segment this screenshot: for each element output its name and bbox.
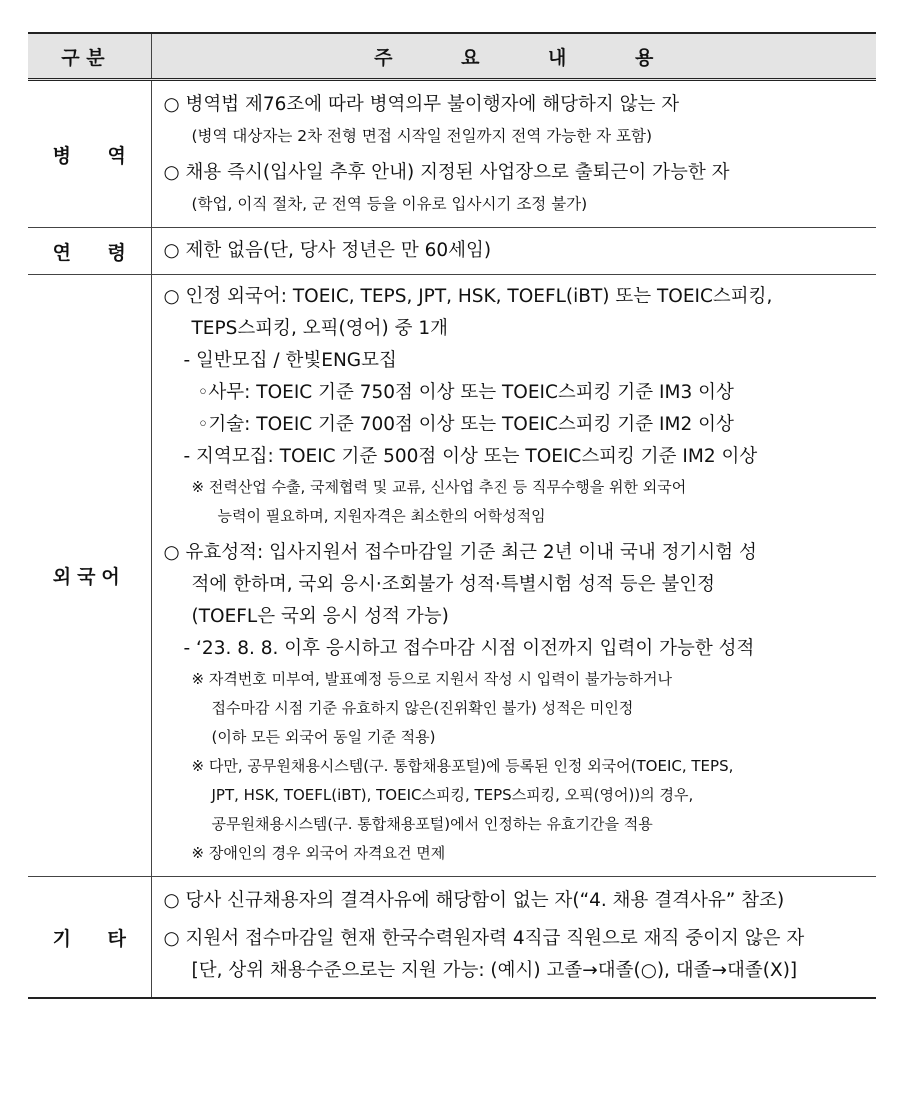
row-foreign-language xyxy=(28,275,876,877)
list-item: TEPS스피킹, 오픽(영어) 중 1개 xyxy=(191,318,448,339)
header-category-text: 구 분 xyxy=(61,46,105,69)
category-military xyxy=(28,80,151,228)
category-foreign-language xyxy=(28,275,151,877)
category-age xyxy=(28,228,151,275)
list-item: ○ 지원서 접수마감일 현재 한국수력원자력 4직급 직원으로 재직 중이지 않은 자 xyxy=(163,928,805,949)
list-item: ○ 채용 즉시(입사일 추후 안내) 지정된 사업장으로 출퇴근이 가능한 자 xyxy=(163,162,730,183)
table-header-row xyxy=(28,33,876,80)
header-category xyxy=(28,33,151,80)
list-item: ◦사무: TOEIC 기준 750점 이상 또는 TOEIC스피킹 기준 IM3 이상 xyxy=(197,382,734,403)
content-other xyxy=(151,877,876,999)
list-item: 접수마감 시점 기준 유효하지 않은(진위확인 불가) 성적은 미인정 xyxy=(211,699,634,717)
list-item: ○ 제한 없음(단, 당사 정년은 만 60세임) xyxy=(163,240,492,261)
list-item: (학업, 이직 절차, 군 전역 등을 이유로 입사시기 조정 불가) xyxy=(191,195,588,213)
qualification-table xyxy=(28,32,876,999)
list-item: ○ 인정 외국어: TOEIC, TEPS, JPT, HSK, TOEFL(iBT) 또는 TOEIC스피킹, xyxy=(163,286,773,307)
list-item: ※ 장애인의 경우 외국어 자격요건 면제 xyxy=(191,844,446,862)
list-item: ○ 병역법 제76조에 따라 병역의무 불이행자에 해당하지 않는 자 xyxy=(163,94,680,115)
list-item: - 지역모집: TOEIC 기준 500점 이상 또는 TOEIC스피킹 기준 IM2 이상 xyxy=(183,446,758,467)
content-age xyxy=(151,228,876,275)
category-foreign-language-text: 외국어 xyxy=(52,566,126,588)
list-item: 공무원채용시스템(구. 통합채용포털)에서 인정하는 유효기간을 적용 xyxy=(211,815,653,833)
list-item: ※ 자격번호 미부여, 발표예정 등으로 지원서 작성 시 입력이 불가능하거나 xyxy=(191,670,672,688)
content-military xyxy=(151,80,876,228)
list-item: [단, 상위 채용수준으로는 지원 가능: (예시) 고졸→대졸(○), 대졸→대졸(X)] xyxy=(191,960,798,981)
list-item: (TOEFL은 국외 응시 성적 가능) xyxy=(191,606,449,627)
row-age xyxy=(28,228,876,275)
content-foreign-language xyxy=(151,275,876,877)
row-military xyxy=(28,80,876,228)
category-other xyxy=(28,877,151,999)
list-item: 능력이 필요하며, 지원자격은 최소한의 어학성적임 xyxy=(217,507,546,525)
row-other xyxy=(28,877,876,999)
header-content-text: 주 요 내 용 xyxy=(374,46,654,69)
list-item: ※ 전력산업 수출, 국제협력 및 교류, 신사업 추진 등 직무수행을 위한 외국어 xyxy=(191,478,687,496)
list-item: (병역 대상자는 2차 전형 면접 시작일 전일까지 전역 가능한 자 포함) xyxy=(191,127,653,145)
list-item: ※ 다만, 공무원채용시스템(구. 통합채용포털)에 등록된 인정 외국어(TOEIC, TEPS, xyxy=(191,757,734,775)
category-other-text: 기 타 xyxy=(52,927,126,950)
list-item: JPT, HSK, TOEFL(iBT), TOEIC스피킹, TEPS스피킹, 오픽(영어))의 경우, xyxy=(211,786,694,804)
list-item: ○ 유효성적: 입사지원서 접수마감일 기준 최근 2년 이내 국내 정기시험 성 xyxy=(163,542,757,563)
header-content xyxy=(151,33,876,80)
list-item: ○ 당사 신규채용자의 결격사유에 해당함이 없는 자(“4. 채용 결격사유” 참조) xyxy=(163,890,785,911)
category-military-text: 병 역 xyxy=(52,144,126,167)
category-age-text: 연 령 xyxy=(52,241,126,264)
list-item: ◦기술: TOEIC 기준 700점 이상 또는 TOEIC스피킹 기준 IM2 이상 xyxy=(197,414,734,435)
list-item: - ‘23. 8. 8. 이후 응시하고 접수마감 시점 이전까지 입력이 가능한 성적 xyxy=(183,638,755,659)
list-item: - 일반모집 / 한빛ENG모집 xyxy=(183,350,397,371)
list-item: (이하 모든 외국어 동일 기준 적용) xyxy=(211,728,436,746)
list-item: 적에 한하며, 국외 응시·조회불가 성적·특별시험 성적 등은 불인정 xyxy=(191,574,715,595)
